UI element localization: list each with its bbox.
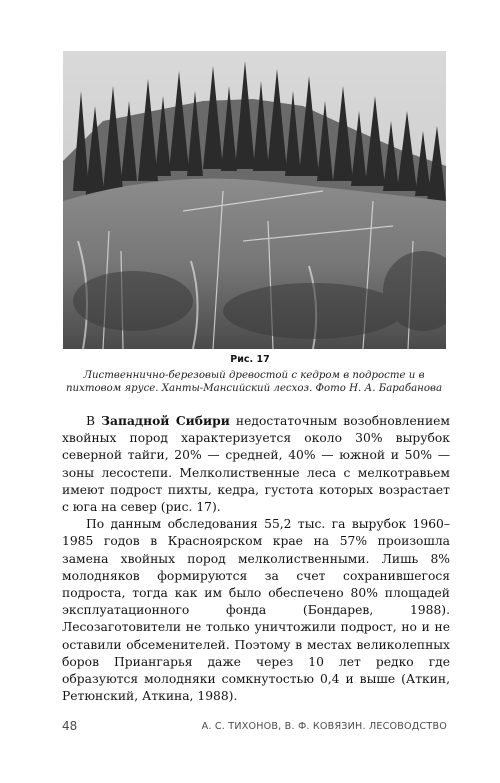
forest-photo — [63, 51, 446, 349]
page-number: 48 — [62, 719, 78, 733]
paragraph-text: недостаточным возобновлением хвойных пород характеризуется около 30% вырубок северной тайги, 20% — средней, 40% — южной и 50% — зоны лесостепи. Мелколиственные леса с мелкотравьем имеют подрост пихты, кедра, густота которых возрастает с юга на север (рис. 17). — [62, 414, 450, 515]
paragraph-text: По данным обследования 55,2 тыс. га вырубок 1960–1985 годов в Красноярском крае на 57% произошла замена хвойных пород мелколиственными. Лишь 8% молодняков формируются за счет сохранившегося подроста, тогда как им было обеспечено 80% площадей эксплуатационного фонда (Бондарев, 1988). Лесозаготовители не только уничтожили подрост, но и не оставили обсеменителей. Поэтому в местах великолепных боров Приангарья даже через 10 лет редко где образуются молодняки сомкнутостью 0,4 и выше (Аткин, Ретюнский, Аткина, 1988). — [62, 517, 450, 704]
running-head: А. С. ТИХОНОВ, В. Ф. КОВЯЗИН. ЛЕСОВОДСТВО — [201, 721, 447, 732]
figure-label: Рис. 17 — [230, 354, 270, 365]
paragraph-2 — [62, 516, 450, 705]
bold-term: Западной Сибири — [101, 413, 230, 428]
paragraph-lead: В — [86, 414, 102, 428]
paragraph-1 — [62, 412, 450, 516]
body-text — [62, 412, 450, 705]
figure-caption: Лиственнично-березовый древостой с кедром в подросте и в пихтовом ярусе. Ханты-Мансийский лесхоз. Фото Н. А. Барабанова — [65, 370, 443, 394]
